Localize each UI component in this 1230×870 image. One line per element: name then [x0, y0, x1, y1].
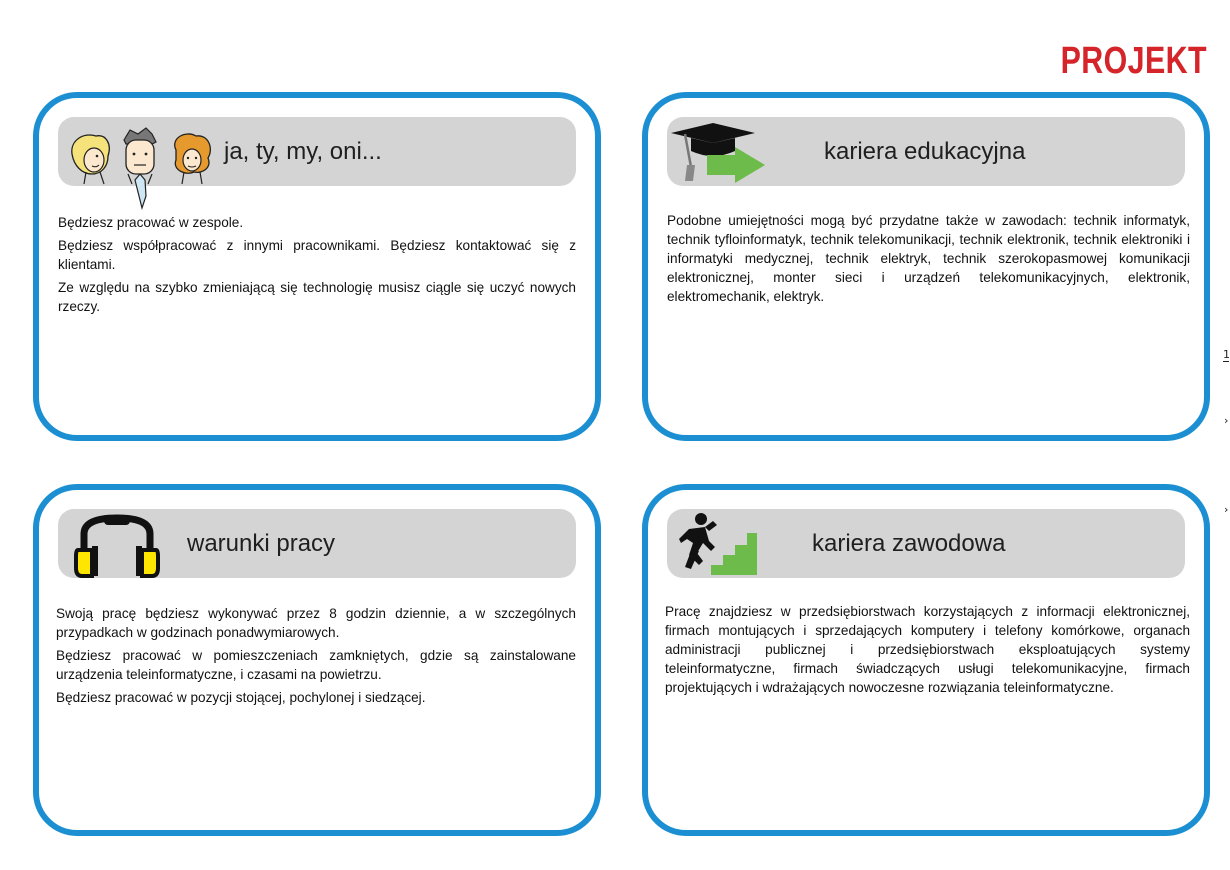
card-header [58, 509, 576, 578]
card-body [58, 213, 576, 320]
graduation-cap-arrow-icon [671, 121, 781, 185]
paragraph: Będziesz współpracować z innymi pracownikami. Będziesz kontaktować się z klientami. [58, 238, 576, 272]
edge-mark: 1 [1223, 348, 1230, 361]
running-up-stairs-icon [679, 511, 759, 579]
card-conditions [33, 484, 601, 836]
card-team [33, 92, 601, 441]
ear-protectors-icon [72, 516, 162, 578]
card-title: ja, ty, my, oni... [224, 138, 382, 165]
paragraph: Będziesz pracować w zespole. [58, 215, 244, 230]
paragraph: Podobne umiejętności mogą być przydatne także w zawodach: technik informatyk, technik tyfloinformatyk, technik telekomunikacji, technik elektronik, technik elektroniki i informatyki medycznej, technik elektryk, technik szerokopasmowej komunikacji elektronicznej, monter sieci i urządzeń telekomunikacyjnych, elektronik, elektromechanik, elektryk. [667, 213, 1190, 304]
edge-mark: › [1224, 503, 1229, 516]
card-body [667, 211, 1190, 310]
people-group-icon [64, 122, 214, 212]
paragraph: Będziesz pracować w pozycji stojącej, pochylonej i siedzącej. [56, 690, 426, 705]
card-education [642, 92, 1210, 441]
paragraph: Swoją pracę będziesz wykonywać przez 8 godzin dziennie, a w szczególnych przypadkach w godzinach ponadwymiarowych. [56, 606, 576, 640]
brand-title: PROJEKT [1060, 40, 1207, 82]
card-header [667, 509, 1185, 578]
paragraph: Ze względu na szybko zmieniającą się technologię musisz ciągle się uczyć nowych rzeczy. [58, 280, 576, 314]
card-career [642, 484, 1210, 836]
card-title: kariera zawodowa [812, 530, 1006, 557]
card-header [667, 117, 1185, 186]
edge-mark: › [1224, 414, 1229, 427]
card-body [56, 604, 576, 711]
paragraph: Będziesz pracować w pomieszczeniach zamkniętych, gdzie są zainstalowane urządzenia teleinformatyczne, i czasami na powietrzu. [56, 648, 576, 682]
card-body [665, 602, 1190, 701]
card-header [58, 117, 576, 186]
card-title: warunki pracy [187, 530, 336, 557]
card-title: kariera edukacyjna [824, 138, 1026, 165]
paragraph: Pracę znajdziesz w przedsiębiorstwach korzystających z informacji elektronicznej, firmach montujących i sprzedających komputery i telefony komórkowe, organach administracji publicznej i przedsiębiorstwach eksploatujących systemy teleinformatyczne, firmach świadczących usługi telekomunikacyjne, firmach projektujących i wdrażających nowoczesne rozwiązania teleinformatyczne. [665, 604, 1190, 695]
